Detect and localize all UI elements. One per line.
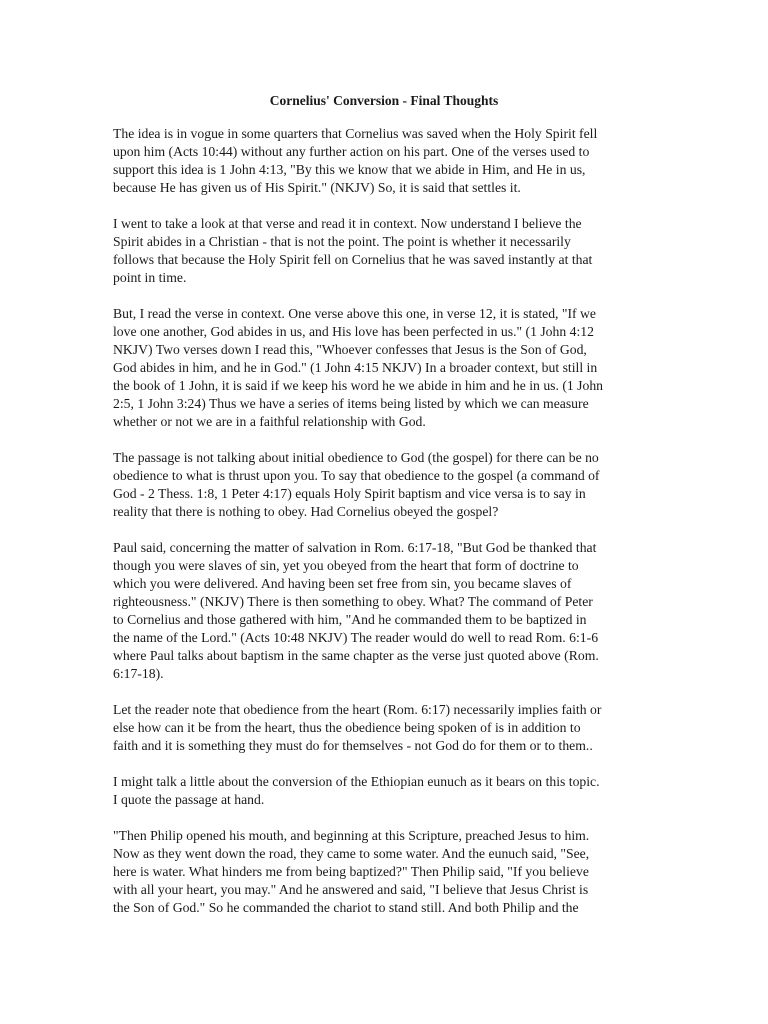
paragraph-line: which you were delivered. And having been set free from sin, you became slaves of <box>113 576 572 591</box>
paragraph-line: support this idea is 1 John 4:13, "By this we know that we abide in Him, and He in us, <box>113 162 586 177</box>
paragraph-line: Paul said, concerning the matter of salvation in Rom. 6:17-18, "But God be thanked that <box>113 540 597 555</box>
paragraph <box>113 125 648 197</box>
paragraph <box>113 773 648 809</box>
paragraph-line: to Cornelius and those gathered with him, "And he commanded them to be baptized in <box>113 612 587 627</box>
paragraph <box>113 305 648 431</box>
paragraph-line: follows that because the Holy Spirit fell on Cornelius that he was saved instantly at that <box>113 252 593 267</box>
paragraph-line: though you were slaves of sin, yet you obeyed from the heart that form of doctrine to <box>113 558 579 573</box>
paragraph-line: love one another, God abides in us, and His love has been perfected in us." (1 John 4:12 <box>113 324 594 339</box>
paragraph-line: else how can it be from the heart, thus the obedience being spoken of is in addition to <box>113 720 581 735</box>
paragraph-line: the book of 1 John, it is said if we keep his word he we abide in him and he in us. (1 John <box>113 378 604 393</box>
paragraph-line: I quote the passage at hand. <box>113 792 265 807</box>
paragraph-line: "Then Philip opened his mouth, and beginning at this Scripture, preached Jesus to him. <box>113 828 590 843</box>
paragraph-line: 2:5, 1 John 3:24) Thus we have a series of items being listed by which we can measure <box>113 396 589 411</box>
paragraph <box>113 539 648 683</box>
paragraph <box>113 449 648 521</box>
paragraph-line: I might talk a little about the conversion of the Ethiopian eunuch as it bears on this topic. <box>113 774 600 789</box>
paragraph-line: where Paul talks about baptism in the same chapter as the verse just quoted above (Rom. <box>113 648 599 663</box>
paragraph-line: NKJV) Two verses down I read this, "Whoever confesses that Jesus is the Son of God, <box>113 342 587 357</box>
paragraph-line: The idea is in vogue in some quarters that Cornelius was saved when the Holy Spirit fell <box>113 126 598 141</box>
paragraph <box>113 701 648 755</box>
paragraph-line: 6:17-18). <box>113 666 164 681</box>
paragraph-line: God abides in him, and he in God." (1 John 4:15 NKJV) In a broader context, but still in <box>113 360 598 375</box>
paragraph-line: point in time. <box>113 270 187 285</box>
paragraph-line: whether or not we are in a faithful relationship with God. <box>113 414 426 429</box>
paragraph-line: Now as they went down the road, they came to some water. And the eunuch said, "See, <box>113 846 590 861</box>
paragraph-line: righteousness." (NKJV) There is then something to obey. What? The command of Peter <box>113 594 593 609</box>
paragraph-line: The passage is not talking about initial obedience to God (the gospel) for there can be no <box>113 450 599 465</box>
paragraph-line: obedience to what is thrust upon you. To say that obedience to the gospel (a command of <box>113 468 600 483</box>
paragraph-line: God - 2 Thess. 1:8, 1 Peter 4:17) equals Holy Spirit baptism and vice versa is to say in <box>113 486 586 501</box>
paragraph-line: upon him (Acts 10:44) without any further action on his part. One of the verses used to <box>113 144 590 159</box>
paragraph-line: I went to take a look at that verse and read it in context. Now understand I believe the <box>113 216 582 231</box>
paragraph-line: reality that there is nothing to obey. Had Cornelius obeyed the gospel? <box>113 504 499 519</box>
paragraph-line: the Son of God." So he commanded the chariot to stand still. And both Philip and the <box>113 900 579 915</box>
document-body <box>113 125 648 935</box>
paragraph-line: with all your heart, you may." And he answered and said, "I believe that Jesus Christ is <box>113 882 589 897</box>
paragraph-line: here is water. What hinders me from being baptized?" Then Philip said, "If you believe <box>113 864 589 879</box>
paragraph-line: But, I read the verse in context. One verse above this one, in verse 12, it is stated, "If we <box>113 306 596 321</box>
paragraph <box>113 827 648 917</box>
paragraph-line: the name of the Lord." (Acts 10:48 NKJV) The reader would do well to read Rom. 6:1-6 <box>113 630 599 645</box>
paragraph-line: because He has given us of His Spirit." (NKJV) So, it is said that settles it. <box>113 180 521 195</box>
document-title: Cornelius' Conversion - Final Thoughts <box>269 93 499 108</box>
paragraph-line: faith and it is something they must do for themselves - not God do for them or to them.. <box>113 738 593 753</box>
paragraph-line: Spirit abides in a Christian - that is not the point. The point is whether it necessarily <box>113 234 571 249</box>
paragraph <box>113 215 648 287</box>
paragraph-line: Let the reader note that obedience from the heart (Rom. 6:17) necessarily implies faith or <box>113 702 602 717</box>
